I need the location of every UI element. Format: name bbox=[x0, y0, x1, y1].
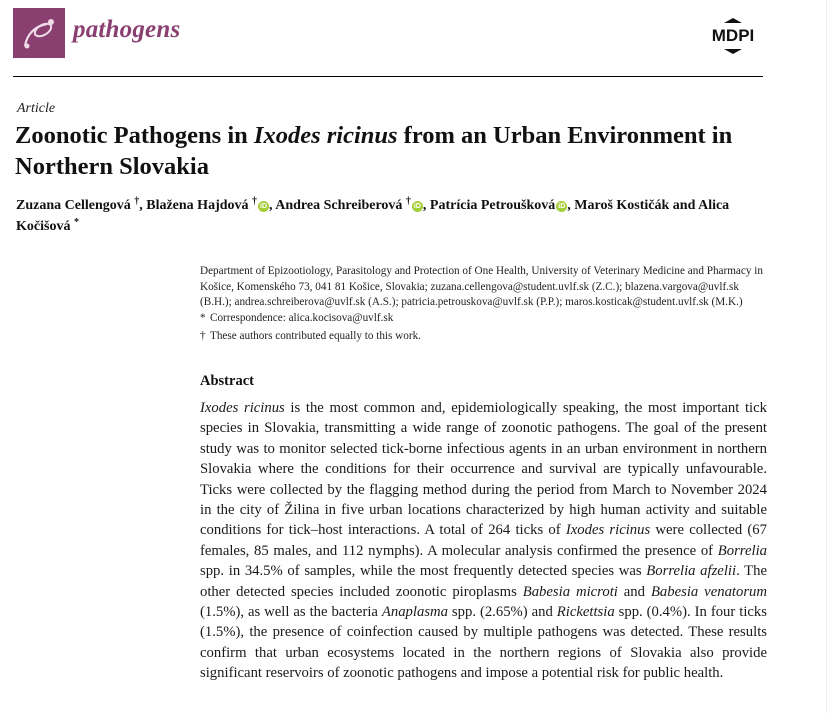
affiliation-text: Department of Epizootiology, Parasitology and Protection of One Health, University of Veterinary Medicine and Pharmacy in Košice, Komenského 73, 041 81 Košice, Slovakia; zuzana.cellengova@student.uvlf.sk (Z.C.); blazena.vargova@uvlf.sk (B.H.); andrea.schreiberova@uvlf.sk (A.S.); patricia.petrouskova@uvlf.sk (P.P.); maros.kosticak@student.uvlf.sk (M.K.) bbox=[200, 265, 763, 308]
correspondence-note bbox=[200, 311, 772, 327]
author-name[interactable]: Blažena Hajdová bbox=[146, 198, 249, 213]
pathogens-logo-icon[interactable] bbox=[13, 8, 65, 58]
abstract-text: . The other detected species included zoonotic piroplasms bbox=[200, 563, 767, 600]
author-mark: † bbox=[134, 196, 140, 207]
title-part-1: Zoonotic Pathogens in bbox=[15, 122, 254, 149]
orcid-icon[interactable]: iD bbox=[260, 203, 268, 210]
author-name[interactable]: and Alica Kočišová bbox=[16, 198, 730, 234]
article-type: Article bbox=[17, 101, 56, 116]
author-name[interactable]: Patrícia Petroušková bbox=[429, 198, 556, 213]
abstract-italic-term: Babesia microti bbox=[522, 583, 618, 600]
author-name[interactable]: Andrea Schreiberová bbox=[275, 198, 403, 213]
equal-contribution-text: These authors contributed equally to this work. bbox=[210, 330, 421, 342]
mdpi-logo[interactable] bbox=[703, 16, 763, 56]
abstract-italic-term: Rickettsia bbox=[556, 604, 615, 621]
abstract-italic-term: Borrelia afzelii bbox=[646, 563, 737, 580]
equal-contribution-note bbox=[200, 329, 772, 345]
title-species: Ixodes ricinus bbox=[253, 122, 398, 149]
abstract-italic-term: Ixodes ricinus bbox=[565, 522, 651, 539]
orcid-icon[interactable]: iD bbox=[413, 203, 421, 210]
abstract-italic-term: Babesia venatorum bbox=[650, 583, 768, 600]
abstract-text: were collected (67 females, 85 males, and 112 nymphs). A molecular analysis confirmed the presence of bbox=[200, 522, 767, 559]
abstract-text: and bbox=[617, 583, 651, 600]
author-separator: , bbox=[139, 198, 147, 213]
article-title bbox=[15, 120, 775, 182]
author-separator: , bbox=[422, 198, 430, 213]
publisher-name: MDPI bbox=[711, 26, 755, 45]
author-mark: † bbox=[405, 196, 411, 207]
author-name[interactable]: Zuzana Cellengová bbox=[16, 198, 131, 213]
abstract-text: (1.5%), as well as the bacteria bbox=[200, 604, 382, 621]
abstract-text: spp. (0.4%). In four ticks (1.5%), the presence of coinfection caused by multiple pathogens was detected. These results confirm that urban ecosystems located in the northern regions of Slovakia also provide significant reservoirs of zoonotic pathogens and impose a potential risk for public health. bbox=[200, 604, 767, 682]
abstract-text: is the most common and, epidemiologically speaking, the most important tick species in Slovakia, transmitting a wide range of zoonotic pathogens. The goal of the present study was to monitor selected tick-borne infectious agents in an urban environment in northern Slovakia where the conditions for their occurrence and survival are typically unfavourable. Ticks were collected by the flagging method during the period from March to November 2024 in the city of Žilina in five urban locations characterized by high human activity and suitable conditions for tick–host interactions. A total of 264 ticks of bbox=[200, 400, 767, 539]
abstract-text: spp. (2.65%) and bbox=[447, 604, 557, 621]
title-part-2: from an Urban Environment in Northern Slovakia bbox=[15, 122, 733, 180]
author-separator: , bbox=[567, 198, 575, 213]
author-list bbox=[16, 195, 776, 237]
author-name[interactable]: Maroš Kostičák bbox=[574, 198, 670, 213]
abstract-italic-term: Ixodes ricinus bbox=[200, 400, 285, 416]
abstract-heading: Abstract bbox=[200, 373, 254, 389]
abstract-text: spp. in 34.5% of samples, while the most frequently detected species was bbox=[200, 563, 647, 580]
orcid-icon[interactable]: iD bbox=[558, 203, 566, 210]
affiliation-block bbox=[200, 264, 772, 345]
header-divider bbox=[13, 76, 763, 77]
author-mark: * bbox=[73, 217, 79, 228]
journal-name[interactable]: pathogens bbox=[73, 16, 181, 43]
equal-contribution-symbol: † bbox=[200, 330, 206, 342]
author-separator: , bbox=[269, 198, 276, 213]
abstract-body bbox=[200, 398, 767, 684]
correspondence-symbol: * bbox=[200, 311, 206, 324]
author-mark: † bbox=[252, 196, 258, 207]
abstract-italic-term: Anaplasma bbox=[381, 604, 448, 621]
correspondence-text[interactable]: Correspondence: alica.kocisova@uvlf.sk bbox=[210, 311, 394, 324]
abstract-italic-term: Borrelia bbox=[717, 542, 767, 559]
